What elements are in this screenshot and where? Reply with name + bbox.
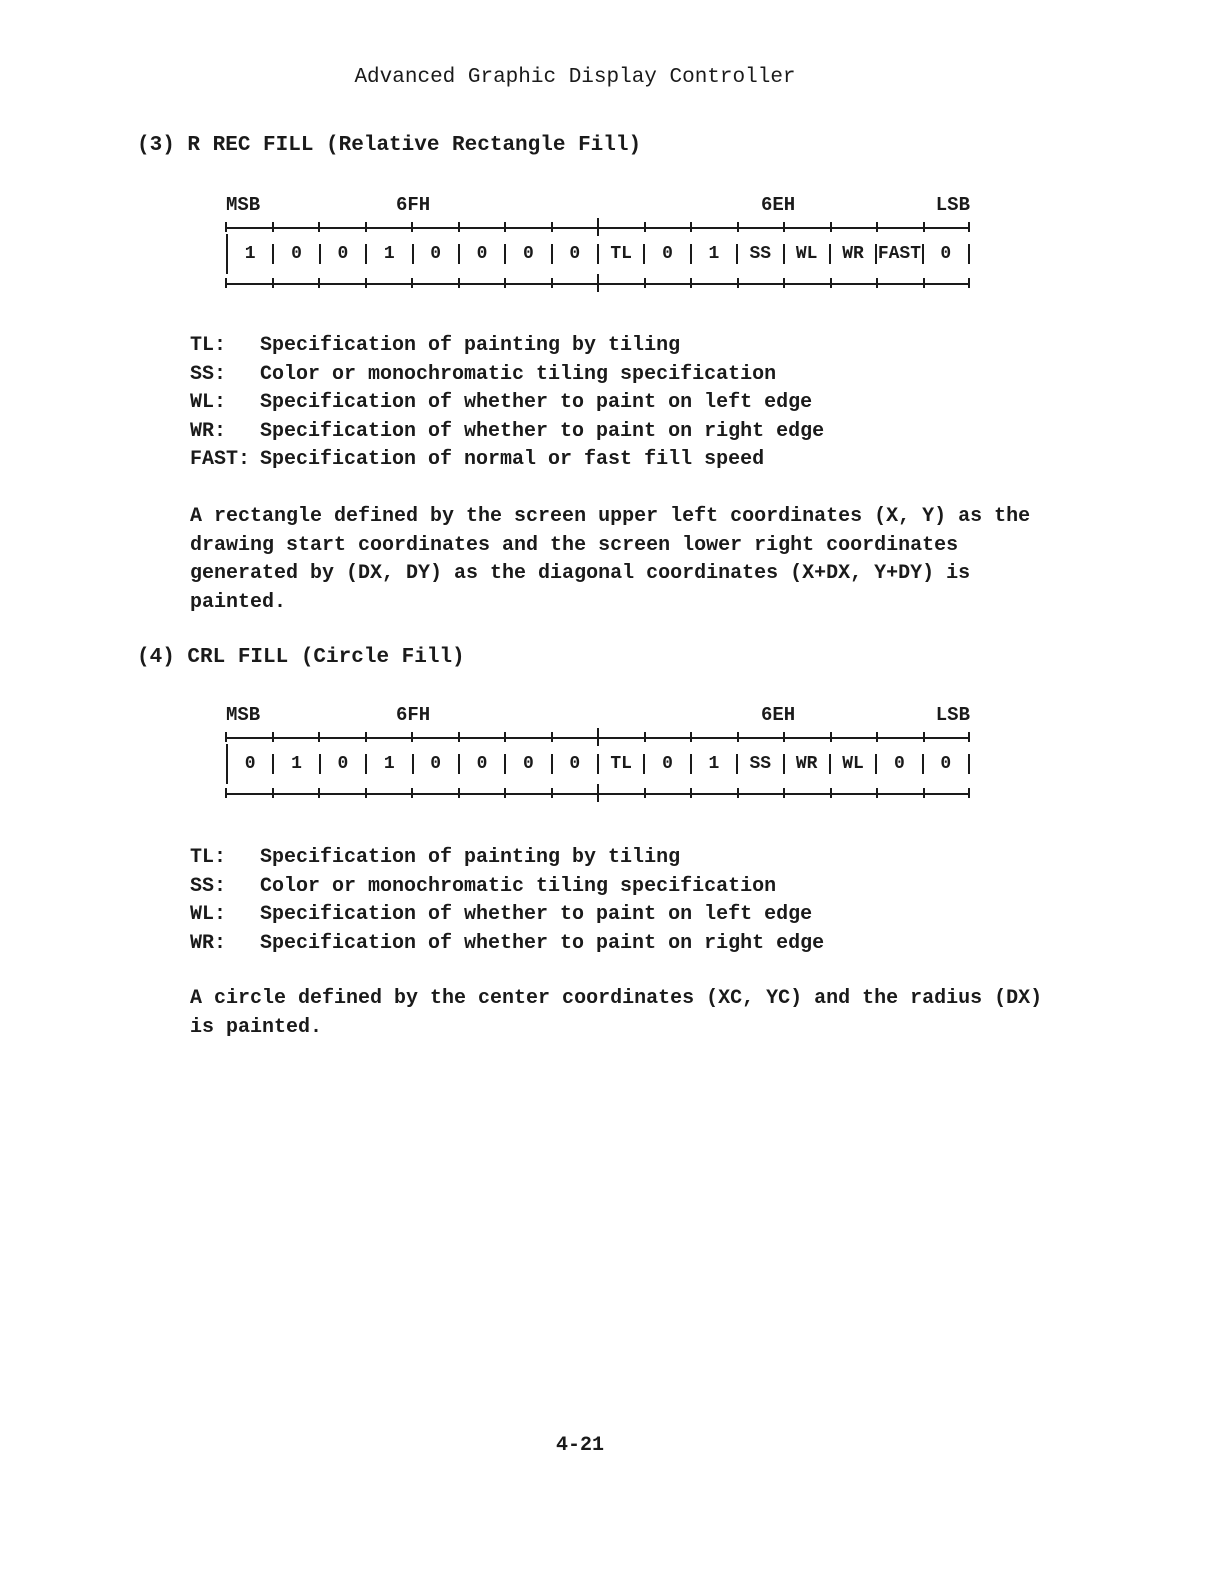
border-tick	[458, 788, 460, 798]
legend-row	[190, 873, 824, 902]
high-byte-label: 6FH	[396, 194, 431, 216]
description-crl-fill: A circle defined by the center coordinates (XC, YC) and the radius (DX) is painted.	[190, 987, 1043, 1039]
legend-crl-fill	[190, 844, 824, 958]
bit-cell-10: 0	[460, 244, 506, 264]
border-tick	[365, 788, 367, 798]
border-tick	[365, 222, 367, 232]
border-tick	[365, 732, 367, 742]
register-diagram-rrec-fill	[226, 194, 970, 290]
bit-cell-6: 0	[645, 754, 691, 774]
bit-cell-2: WR	[831, 244, 877, 264]
bit-cell-14: 1	[274, 754, 320, 774]
border-tick	[923, 278, 925, 288]
legend-key: SS:	[190, 874, 227, 898]
bit-cell-13: 0	[321, 754, 367, 774]
bit-cell-4: SS	[738, 244, 784, 264]
legend-key: FAST:	[190, 448, 251, 472]
bit-cell-6: 0	[645, 244, 691, 264]
bit-row	[226, 744, 970, 784]
legend-key: TL:	[190, 334, 227, 357]
bit-cell-11: 0	[414, 754, 460, 774]
border-tick	[876, 788, 878, 798]
bit-row	[226, 234, 970, 274]
border-tick	[551, 788, 553, 798]
legend-key: WR:	[190, 419, 227, 443]
bit-cell-8: 0	[553, 244, 599, 264]
legend-key: SS:	[190, 362, 227, 386]
legend-key: TL:	[190, 846, 227, 869]
border-tick	[923, 732, 925, 742]
border-tick	[504, 788, 506, 798]
border-tick	[225, 788, 227, 798]
border-tick	[830, 278, 832, 288]
border-tick	[737, 732, 739, 742]
legend-rrec-fill	[190, 332, 824, 475]
border-tick	[458, 732, 460, 742]
bit-cell-11: 0	[414, 244, 460, 264]
border-tick	[318, 732, 320, 742]
border-tick	[690, 788, 692, 798]
border-tick	[644, 788, 646, 798]
border-tick	[783, 788, 785, 798]
description-rrec-fill: A rectangle defined by the screen upper left coordinates (X, Y) as the drawing start coordinates and the screen lower right coordinates generated by (DX, DY) as the diagonal coordinates (X+DX, Y+DY) is painted.	[190, 505, 1031, 614]
border-tick	[272, 732, 274, 742]
border-tick	[272, 788, 274, 798]
border-tick	[690, 222, 692, 232]
border-tick	[597, 218, 599, 236]
border-tick	[830, 222, 832, 232]
bit-cell-2: WL	[831, 754, 877, 774]
border-tick	[458, 222, 460, 232]
legend-row	[190, 844, 824, 873]
border-tick	[272, 222, 274, 232]
border-tick	[644, 222, 646, 232]
border-tick	[318, 278, 320, 288]
border-tick	[411, 278, 413, 288]
border-tick	[597, 784, 599, 802]
border-tick	[968, 732, 970, 742]
border-tick	[411, 732, 413, 742]
legend-desc: Specification of painting by tiling	[260, 334, 681, 357]
border-tick	[737, 278, 739, 288]
border-tick	[272, 278, 274, 288]
bit-cell-13: 0	[321, 244, 367, 264]
legend-key: WL:	[190, 903, 227, 927]
border-tick	[690, 278, 692, 288]
border-tick	[737, 788, 739, 798]
bit-cell-12: 1	[367, 754, 413, 774]
border-tick	[225, 278, 227, 288]
lsb-label: LSB	[935, 194, 970, 216]
bit-cell-5: 1	[692, 754, 738, 774]
page-number: 4-21	[555, 1434, 604, 1457]
register-top-border	[226, 730, 970, 744]
bit-cell-4: SS	[738, 754, 784, 774]
border-tick	[504, 222, 506, 232]
border-tick	[225, 732, 227, 742]
border-tick	[783, 278, 785, 288]
bit-cell-7: TL	[599, 244, 645, 264]
register-labels	[226, 194, 970, 218]
legend-row	[190, 901, 824, 930]
register-labels	[226, 704, 970, 728]
msb-label: MSB	[226, 194, 261, 216]
bit-cell-7: TL	[599, 754, 645, 774]
border-tick	[411, 222, 413, 232]
border-tick	[644, 732, 646, 742]
border-tick	[551, 222, 553, 232]
border-tick	[551, 732, 553, 742]
bit-cell-3: WR	[785, 754, 831, 774]
legend-desc: Color or monochromatic tiling specification	[260, 362, 777, 386]
bit-cell-0: 0	[924, 754, 970, 774]
border-tick	[225, 222, 227, 232]
section-title-rrec-fill: (3) R REC FILL (Relative Rectangle Fill)	[137, 134, 642, 157]
bit-cell-9: 0	[506, 754, 552, 774]
legend-row	[190, 361, 824, 390]
bit-cell-14: 0	[274, 244, 320, 264]
border-tick	[644, 278, 646, 288]
register-bottom-border	[226, 786, 970, 800]
low-byte-label: 6EH	[761, 704, 796, 726]
legend-desc: Specification of painting by tiling	[260, 846, 681, 869]
bit-cell-10: 0	[460, 754, 506, 774]
border-tick	[876, 222, 878, 232]
bit-cell-15: 1	[228, 244, 274, 264]
legend-desc: Specification of whether to paint on right edge	[260, 419, 825, 443]
border-tick	[737, 222, 739, 232]
border-tick	[597, 274, 599, 292]
legend-desc: Color or monochromatic tiling specification	[260, 874, 777, 898]
border-tick	[597, 728, 599, 746]
border-tick	[411, 788, 413, 798]
border-tick	[876, 278, 878, 288]
border-tick	[968, 278, 970, 288]
legend-desc: Specification of whether to paint on left edge	[260, 903, 813, 927]
border-tick	[504, 732, 506, 742]
border-tick	[923, 222, 925, 232]
lsb-label: LSB	[935, 704, 970, 726]
register-bottom-border	[226, 276, 970, 290]
legend-desc: Specification of whether to paint on left edge	[260, 391, 813, 415]
border-tick	[365, 278, 367, 288]
section-title-crl-fill: (4) CRL FILL (Circle Fill)	[137, 646, 465, 669]
border-tick	[968, 222, 970, 232]
border-tick	[968, 788, 970, 798]
register-diagram-crl-fill	[226, 704, 970, 800]
legend-row	[190, 446, 824, 475]
bit-cell-15: 0	[228, 754, 274, 774]
bit-cell-1: FAST	[877, 244, 923, 264]
low-byte-label: 6EH	[761, 194, 796, 216]
legend-row	[190, 418, 824, 447]
border-tick	[876, 732, 878, 742]
border-tick	[830, 788, 832, 798]
border-tick	[504, 278, 506, 288]
border-tick	[783, 732, 785, 742]
legend-key: WL:	[190, 391, 227, 415]
legend-key: WR:	[190, 931, 227, 955]
register-top-border	[226, 220, 970, 234]
msb-label: MSB	[226, 704, 261, 726]
border-tick	[783, 222, 785, 232]
legend-row	[190, 332, 824, 361]
legend-desc: Specification of normal or fast fill speed	[260, 448, 765, 472]
border-tick	[318, 222, 320, 232]
bit-cell-9: 0	[506, 244, 552, 264]
legend-row	[190, 930, 824, 959]
high-byte-label: 6FH	[396, 704, 431, 726]
legend-row	[190, 389, 824, 418]
border-tick	[458, 278, 460, 288]
border-tick	[318, 788, 320, 798]
bit-cell-5: 1	[692, 244, 738, 264]
border-tick	[690, 732, 692, 742]
legend-desc: Specification of whether to paint on right edge	[260, 931, 825, 955]
bit-cell-1: 0	[877, 754, 923, 774]
bit-cell-3: WL	[785, 244, 831, 264]
bit-cell-8: 0	[553, 754, 599, 774]
border-tick	[551, 278, 553, 288]
bit-cell-0: 0	[924, 244, 970, 264]
page-header: Advanced Graphic Display Controller	[354, 66, 796, 89]
border-tick	[830, 732, 832, 742]
bit-cell-12: 1	[367, 244, 413, 264]
border-tick	[923, 788, 925, 798]
